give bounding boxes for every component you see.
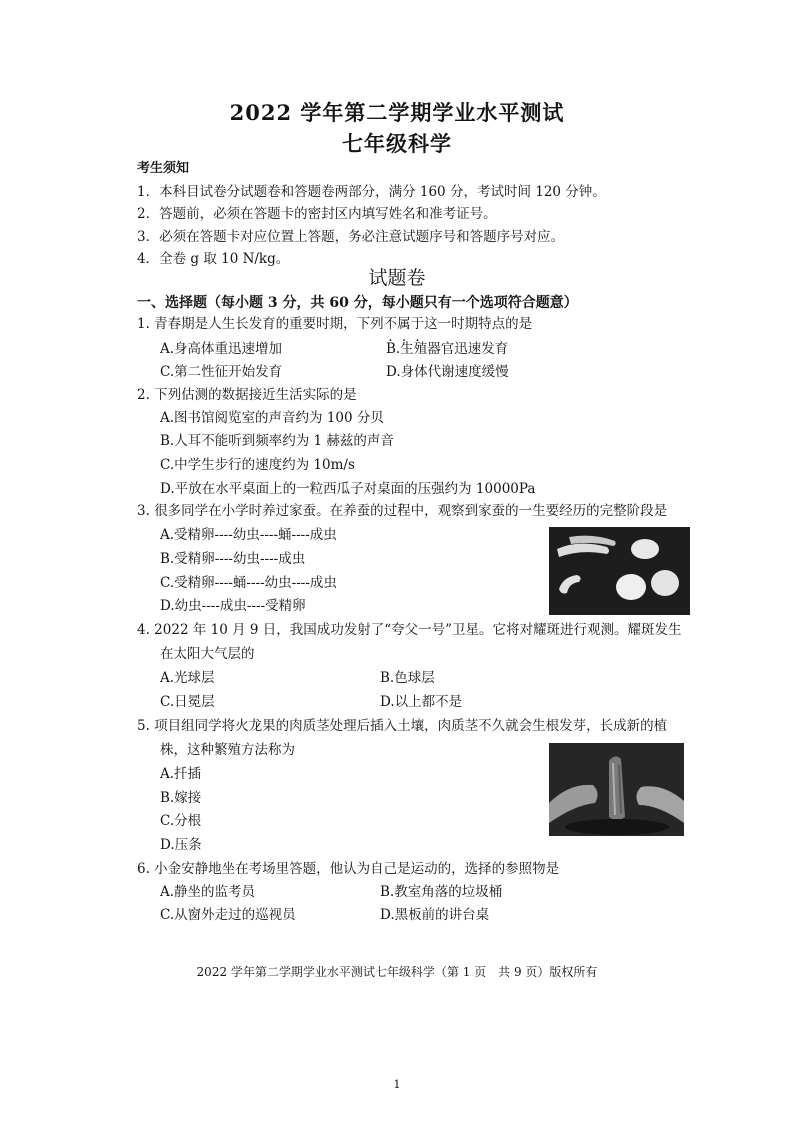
- q5-option-c: C.分根: [160, 813, 202, 829]
- silkworm-illustration: [549, 527, 690, 615]
- question-1-stem-start: 1. 青春期是人生长发育的重要时期，下列: [137, 316, 384, 332]
- q2-option-d: D.平放在水平桌面上的一粒西瓜子对桌面的压强约为 10000Pa: [160, 481, 536, 497]
- q4-option-b: B.色球层: [380, 670, 435, 686]
- question-4-stem-line2: 在太阳大气层的: [160, 646, 255, 662]
- page-footer: 2022 学年第二学期学业水平测试七年级科学（第 1 页 共 9 页）版权所有: [196, 965, 598, 979]
- q3-option-c: C.受精卵----蛹----幼虫----成虫: [160, 575, 337, 591]
- q4-option-a: A.光球层: [160, 670, 215, 686]
- q4-option-c: C.日冕层: [160, 694, 215, 710]
- q5-option-b: B.嫁接: [160, 790, 202, 806]
- exam-notice: [137, 158, 606, 271]
- question-4-stem-line1: 4. 2022 年 10 月 9 日，我国成功发射了“夸父一号”卫星。它将对耀斑进行观测。耀斑发生: [137, 622, 682, 638]
- q6-option-a: A.静坐的监考员: [160, 884, 256, 900]
- q2-option-a: A.图书馆阅览室的声音约为 100 分贝: [160, 410, 384, 426]
- notice-item: 4．全卷 g 取 10 N/kg。: [137, 251, 290, 267]
- section-title: 试题卷: [368, 267, 426, 289]
- emphasis-char: 不: [383, 316, 398, 332]
- q1-option-b: B.生殖器官迅速发育: [386, 341, 509, 357]
- q5-option-a: A.扦插: [160, 766, 202, 782]
- q4-option-d: D.以上都不是: [380, 694, 463, 710]
- q3-option-a: A.受精卵----幼虫----蛹----成虫: [160, 527, 337, 543]
- notice-item: 2．答题前，必须在答题卡的密封区内填写姓名和准考证号。: [137, 206, 497, 222]
- question-5-stem-line2: 株，这种繁殖方法称为: [160, 742, 295, 758]
- section-heading: 一、选择题（每小题 3 分，共 60 分，每小题只有一个选项符合题意）: [137, 295, 578, 311]
- q3-option-b: B.受精卵----幼虫----成虫: [160, 551, 306, 567]
- question-5-stem-line1: 5. 项目组同学将火龙果的肉质茎处理后插入土壤，肉质茎不久就会生根发芽，长成新的植: [137, 718, 668, 734]
- cutting-illustration: [549, 743, 684, 836]
- cutting-photo: [549, 743, 684, 836]
- emphasis-char: 属: [397, 316, 411, 332]
- q1-option-d: D.身体代谢速度缓慢: [386, 364, 509, 380]
- q3-option-d: D.幼虫----成虫----受精卵: [160, 598, 306, 614]
- question-3-stem: 3. 很多同学在小学时养过家蚕。在养蚕的过程中，观察到家蚕的一生要经历的完整阶段是: [137, 503, 668, 519]
- q2-option-c: C.中学生步行的速度约为 10m/s: [160, 457, 355, 473]
- notice-heading: 考生须知: [137, 161, 190, 176]
- question-2-stem: 2. 下列估测的数据接近生活实际的是: [137, 387, 357, 403]
- notice-item: 3．必须在答题卡对应位置上答题，务必注意试题序号和答题序号对应。: [137, 228, 565, 245]
- exam-subtitle: 七年级科学: [342, 131, 452, 156]
- q1-option-a: A.身高体重迅速增加: [160, 341, 283, 357]
- q6-option-b: B.教室角落的垃圾桶: [380, 884, 503, 900]
- question-1-stem-end: 这一时期特点的是: [424, 316, 533, 332]
- question-1-stem: [137, 313, 532, 336]
- exam-title: 2022 学年第二学期学业水平测试: [229, 100, 565, 125]
- question-6-stem: 6. 小金安静地坐在考场里答题，他认为自己是运动的，选择的参照物是: [137, 861, 560, 877]
- page-number: 1: [393, 1078, 401, 1091]
- notice-item: 1．本科目试卷分试题卷和答题卷两部分，满分 160 分，考试时间 120 分钟。: [137, 183, 606, 200]
- q5-option-d: D.压条: [160, 837, 202, 853]
- q6-option-d: D.黑板前的讲台桌: [380, 907, 490, 923]
- silkworm-photo: [549, 527, 690, 615]
- q6-option-c: C.从窗外走过的巡视员: [160, 907, 296, 923]
- q1-option-c: C.第二性征开始发育: [160, 364, 283, 380]
- emphasis-char: 于: [410, 316, 425, 332]
- q2-option-b: B.人耳不能听到频率约为 1 赫兹的声音: [160, 433, 394, 449]
